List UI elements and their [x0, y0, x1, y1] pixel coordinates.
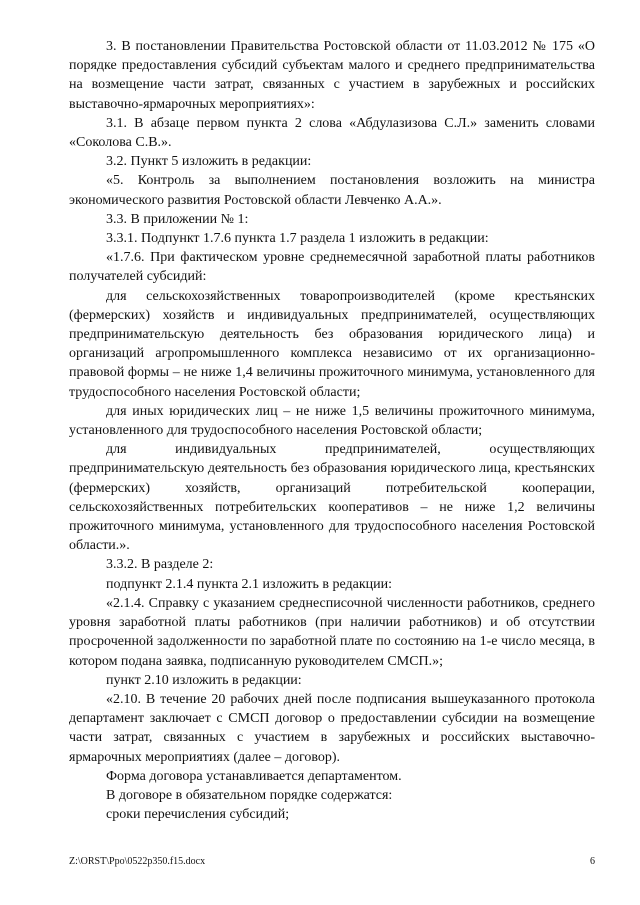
paragraph-amendment-intro: 3. В постановлении Правительства Ростовской области от 11.03.2012 № 175 «О порядке предоставления субсидий субъектам малого и среднего предпринимательства на возмещение части затрат, связанных с участием в зарубежных и российских выставочно-ярмарочных мероприятиях»:: [69, 39, 595, 112]
paragraph-individual-entrepreneurs: для индивидуальных предпринимателей, осуществляющих предпринимательскую деятельность без образования юридического лица, крестьянских (фермерских) хозяйств, организаций потребительской кооперации, сельскохозяйственных потребительских кооперативов – не ниже 1,2 величины прожиточного минимума, установленного для трудоспособного населения Ростовской области.».: [69, 442, 595, 554]
paragraph-point-5: «5. Контроль за выполнением постановления возложить на министра экономического развития Ростовской области Левченко А.А.».: [69, 173, 595, 208]
footer-file-path: Z:\ORST\Ppo\0522p350.f15.docx: [69, 856, 206, 867]
paragraph-3-3-1: 3.3.1. Подпункт 1.7.6 пункта 1.7 раздела 1 изложить в редакции:: [106, 231, 489, 247]
paragraph-other-legal-entities: для иных юридических лиц – не ниже 1,5 величины прожиточного минимума, установленного для трудоспособного населения Ростовской области;: [69, 403, 595, 439]
paragraph-subpoint-2-1-4: подпункт 2.1.4 пункта 2.1 изложить в редакции:: [106, 576, 393, 592]
paragraph-contract-form: Форма договора устанавливается департаментом.: [106, 768, 402, 784]
paragraph-3-1: 3.1. В абзаце первом пункта 2 слова «Абдулазизова С.Л.» заменить словами «Соколова С.В.».: [69, 115, 595, 151]
paragraph-2-1-4-text: «2.1.4. Справку с указанием среднесписочной численности работников, среднего уровня заработной платы работников (при наличии работников) и об отсутствии просроченной задолженности по заработной плате по состоянию на 1-е число месяца, в котором подана заявка, подписанную руководителем СМСП.»;: [69, 595, 595, 669]
document-body: [69, 37, 595, 824]
paragraph-3-3: 3.3. В приложении № 1:: [106, 211, 249, 227]
footer-page-number: 6: [590, 856, 595, 867]
paragraph-3-2: 3.2. Пункт 5 изложить в редакции:: [106, 154, 312, 170]
paragraph-3-3-2: 3.3.2. В разделе 2:: [106, 557, 214, 573]
paragraph-contract-contents: В договоре в обязательном порядке содержатся:: [106, 787, 393, 803]
paragraph-agri-producers: для сельскохозяйственных товаропроизводителей (кроме крестьянских (фермерских) хозяйств и индивидуальных предпринимателей, осуществляющих предпринимательскую деятельность без образования юридического лица) и организаций агропромышленного комплекса независимо от их организационно-правовой формы – не ниже 1,4 величины прожиточного минимума, установленного для трудоспособного населения Ростовской области;: [69, 288, 595, 400]
paragraph-subsidy-terms: сроки перечисления субсидий;: [106, 807, 290, 823]
paragraph-1-7-6: «1.7.6. При фактическом уровне среднемесячной заработной платы работников получателей субсидий:: [69, 250, 595, 285]
paragraph-2-10-text: «2.10. В течение 20 рабочих дней после подписания вышеуказанного протокола департамент заключает с СМСП договор о предоставлении субсидии на возмещение части затрат, связанных с участием в зарубежных и российских выставочно-ярмарочных мероприятиях (далее – договор).: [69, 691, 595, 765]
paragraph-point-2-10: пункт 2.10 изложить в редакции:: [106, 672, 302, 688]
